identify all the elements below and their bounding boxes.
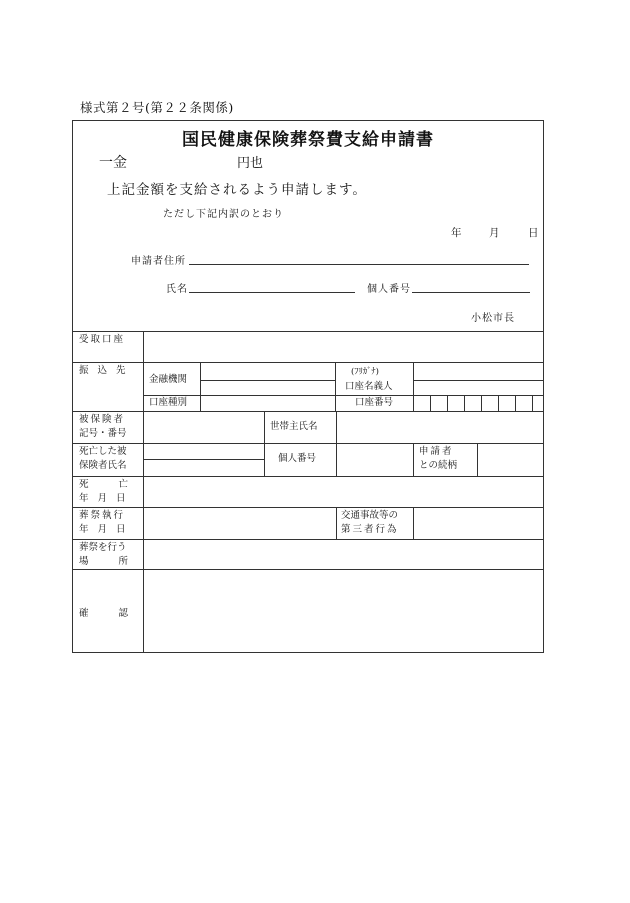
transfer-to-label: 振込先 <box>79 365 135 376</box>
amount-unit: 円也 <box>237 156 264 171</box>
application-form <box>72 120 544 653</box>
funeral-date-label-line2: 年月日 <box>79 524 135 535</box>
table-rule <box>144 395 543 396</box>
date-month-label: 月 <box>489 227 500 239</box>
applicant-my-number-field[interactable] <box>412 292 530 293</box>
applicant-address-field[interactable] <box>189 264 529 265</box>
details-table <box>73 331 543 652</box>
breakdown-note: ただし下記内訳のとおり <box>163 209 284 220</box>
applicant-name-label: 氏名 <box>166 284 188 295</box>
table-rule <box>413 362 414 411</box>
request-sentence: 上記金額を支給されるよう申請します。 <box>107 182 367 198</box>
form-title: 国民健康保険葬祭費支給申請書 <box>182 130 434 150</box>
account-number-digit-box[interactable] <box>532 395 533 411</box>
account-holder-label: 口座名義人 <box>345 381 393 392</box>
insured-label-line2: 記号・番号 <box>79 428 127 439</box>
account-number-label: 口座番号 <box>355 397 394 408</box>
relationship-label-line1: 申請者 <box>419 446 454 457</box>
table-rule <box>264 411 265 476</box>
deceased-name-label-line2: 保険者氏名 <box>79 460 127 471</box>
funeral-date-label-line1: 葬祭執行 <box>79 510 126 521</box>
confirmation-label: 確認 <box>79 608 159 619</box>
table-rule <box>413 443 414 476</box>
account-number-digit-box[interactable] <box>447 395 448 411</box>
account-number-digit-box[interactable] <box>515 395 516 411</box>
table-rule <box>336 411 337 476</box>
applicant-address-label: 申請者住所 <box>131 256 186 267</box>
applicant-name-field[interactable] <box>189 292 355 293</box>
amount-prefix: 一金 <box>99 155 127 171</box>
table-rule <box>413 380 543 381</box>
account-type-label: 口座種別 <box>149 397 188 408</box>
form-number: 様式第２号(第２２条関係) <box>80 100 234 115</box>
receiving-account-label: 受取口座 <box>79 334 126 345</box>
householder-name-label: 世帯主氏名 <box>270 421 318 432</box>
table-rule <box>336 507 337 539</box>
death-date-label-line1: 死亡 <box>79 479 159 490</box>
relationship-label-line2: との続柄 <box>419 460 458 471</box>
account-number-digit-box[interactable] <box>464 395 465 411</box>
death-date-label-line2: 年月日 <box>79 493 135 504</box>
date-year-label: 年 <box>451 227 462 239</box>
table-rule <box>200 380 335 381</box>
account-number-digit-box[interactable] <box>481 395 482 411</box>
table-rule <box>335 362 336 411</box>
addressee: 小松市長 <box>471 313 515 324</box>
applicant-my-number-label: 個人番号 <box>367 284 411 295</box>
third-party-label-line2: 第三者行為 <box>341 524 399 535</box>
table-rule <box>200 362 201 411</box>
insured-label-line1: 被保険者 <box>79 414 126 425</box>
account-number-digit-box[interactable] <box>498 395 499 411</box>
third-party-label-line1: 交通事故等の <box>341 510 399 521</box>
table-rule <box>477 443 478 476</box>
table-rule <box>144 459 264 460</box>
funeral-place-label-line1: 葬祭を行う <box>79 542 127 553</box>
financial-institution-label: 金融機関 <box>149 374 188 385</box>
deceased-my-number-label: 個人番号 <box>278 453 317 464</box>
table-rule <box>413 507 414 539</box>
funeral-place-label-line2: 場所 <box>79 556 159 567</box>
furigana-label: (ﾌﾘｶﾞﾅ) <box>351 367 379 377</box>
deceased-name-label-line1: 死亡した被 <box>79 446 127 457</box>
date-day-label: 日 <box>528 227 539 239</box>
account-number-digit-box[interactable] <box>430 395 431 411</box>
